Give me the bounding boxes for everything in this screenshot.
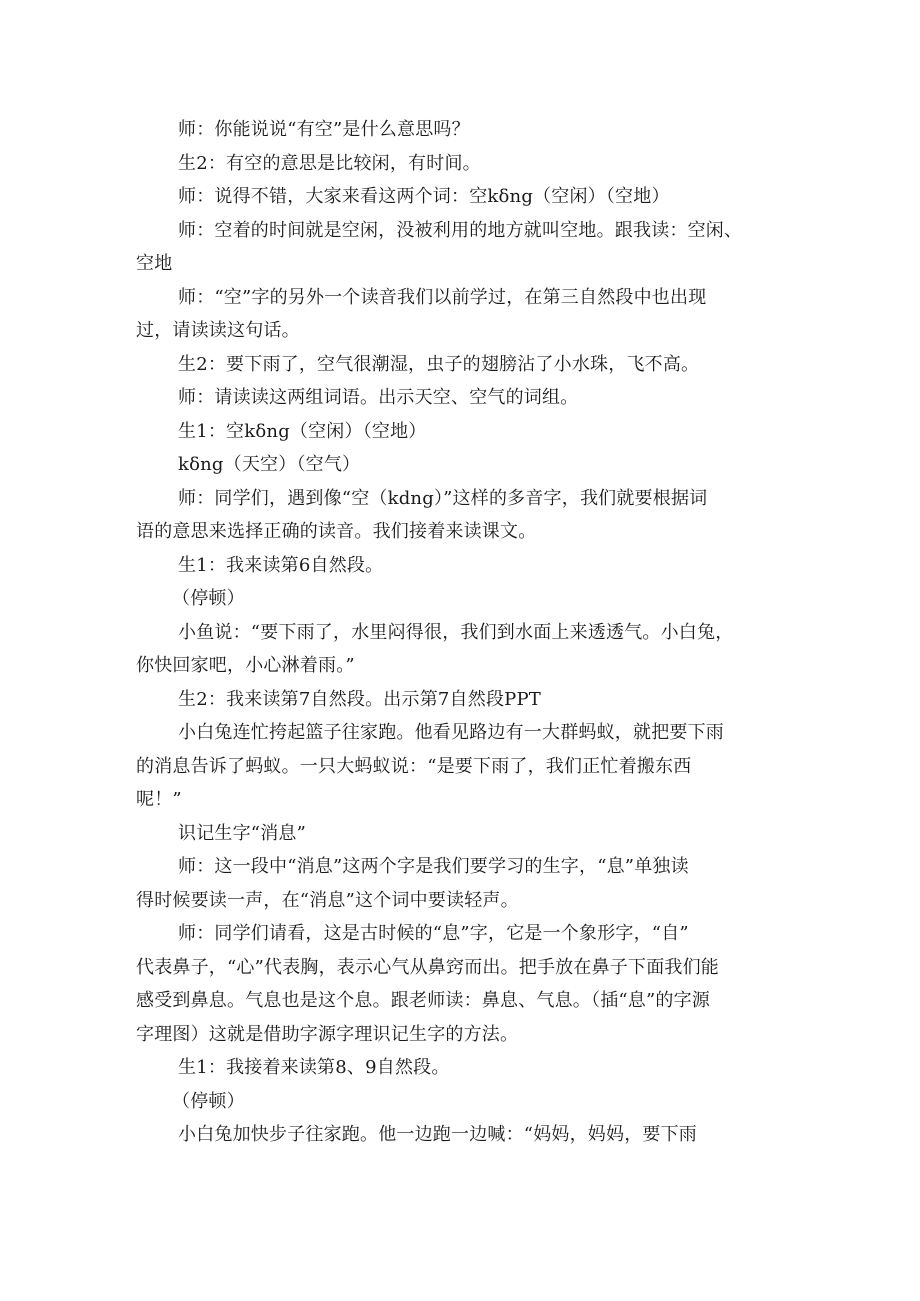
paragraph-pause: （停顿） bbox=[172, 588, 245, 609]
paragraph-student2-answer: 生2：有空的意思是比较闲，有时间。 bbox=[178, 152, 481, 174]
paragraph-teacher-explain bbox=[136, 214, 786, 281]
paragraph-teacher-word-groups: 师：请读读这两组词语。出示天空、空气的词组。 bbox=[178, 387, 579, 408]
paragraph-line: 你快回家吧，小心淋着雨。” bbox=[136, 655, 355, 676]
paragraph-pinyin-words: kδng（天空）（空气） bbox=[178, 454, 361, 475]
paragraph-line: 空地 bbox=[136, 253, 173, 274]
paragraph-line: 得时候要读一声，在“消息”这个词中要读轻声。 bbox=[136, 889, 519, 911]
paragraph-pause: （停顿） bbox=[172, 1090, 245, 1112]
paragraph-teacher-question: 师：你能说说“有空”是什么意思吗？ bbox=[178, 119, 470, 140]
paragraph-student2-read7: 生2：我来读第7自然段。出示第7自然段PPT bbox=[178, 688, 541, 710]
paragraph-line: 字理图）这就是借助字源字理识记生字的方法。 bbox=[136, 1023, 519, 1045]
paragraph-student1-read6: 生1：我来读第6自然段。 bbox=[178, 554, 384, 576]
paragraph-line: 小鱼说：“要下雨了，水里闷得很，我们到水面上来透透气。小白兔， bbox=[178, 621, 734, 643]
paragraph-line: 的消息告诉了蚂蚁。一只大蚂蚁说：“是要下雨了，我们正忙着搬东西 bbox=[136, 755, 692, 777]
paragraph-rabbit-ants bbox=[136, 716, 786, 817]
paragraph-line: 代表鼻子，“心”代表胸，表示心气从鼻窍而出。把手放在鼻子下面我们能 bbox=[136, 956, 720, 978]
paragraph-line: 师：同学们，遇到像“空（kdng）”这样的多音字，我们就要根据词 bbox=[178, 487, 708, 509]
paragraph-line: 师：这一段中“消息”这两个字是我们要学习的生字，“息”单独读 bbox=[178, 856, 689, 877]
paragraph-line: 师：空着的时间就是空闲，没被利用的地方就叫空地。跟我读：空闲、 bbox=[178, 219, 743, 241]
paragraph-line: 呢！” bbox=[136, 789, 182, 810]
paragraph-teacher-words: 师：说得不错，大家来看这两个词：空kδng（空闲）（空地） bbox=[178, 186, 670, 207]
paragraph-line: 师：“空”字的另外一个读音我们以前学过，在第三自然段中也出现 bbox=[178, 286, 707, 308]
paragraph-rabbit-runs: 小白兔加快步子往家跑。他一边跑一边喊：“妈妈，妈妈，要下雨 bbox=[178, 1124, 697, 1145]
paragraph-line: 语的意思来选择正确的读音。我们接着来读课文。 bbox=[136, 521, 537, 542]
paragraph-teacher-other-reading bbox=[136, 281, 786, 348]
paragraph-teacher-xiaoxi bbox=[136, 850, 786, 917]
paragraph-line: 感受到鼻息。气息也是这个息。跟老师读：鼻息、气息。（插“息”的字源 bbox=[136, 990, 711, 1011]
paragraph-line: 过，请读读这句话。 bbox=[136, 320, 300, 341]
paragraph-student1-read89: 生1：我接着来读第8、9自然段。 bbox=[178, 1057, 450, 1078]
paragraph-teacher-polyphone bbox=[136, 482, 786, 549]
paragraph-memorize-heading: 识记生字“消息” bbox=[178, 822, 307, 844]
paragraph-line: 师：同学们请看，这是古时候的“息”字，它是一个象形字，“自” bbox=[178, 923, 689, 944]
paragraph-line: 小白兔连忙挎起篮子往家跑。他看见路边有一大群蚂蚁，就把要下雨 bbox=[178, 722, 724, 743]
paragraph-fish-says bbox=[136, 616, 786, 683]
document-body bbox=[136, 113, 786, 1152]
paragraph-teacher-xi-origin bbox=[136, 917, 786, 1051]
paragraph-student2-reading: 生2：要下雨了，空气很潮湿，虫子的翅膀沾了小水珠，飞不高。 bbox=[178, 353, 700, 375]
paragraph-student1-words: 生1：空kδng（空闲）（空地） bbox=[178, 420, 427, 442]
